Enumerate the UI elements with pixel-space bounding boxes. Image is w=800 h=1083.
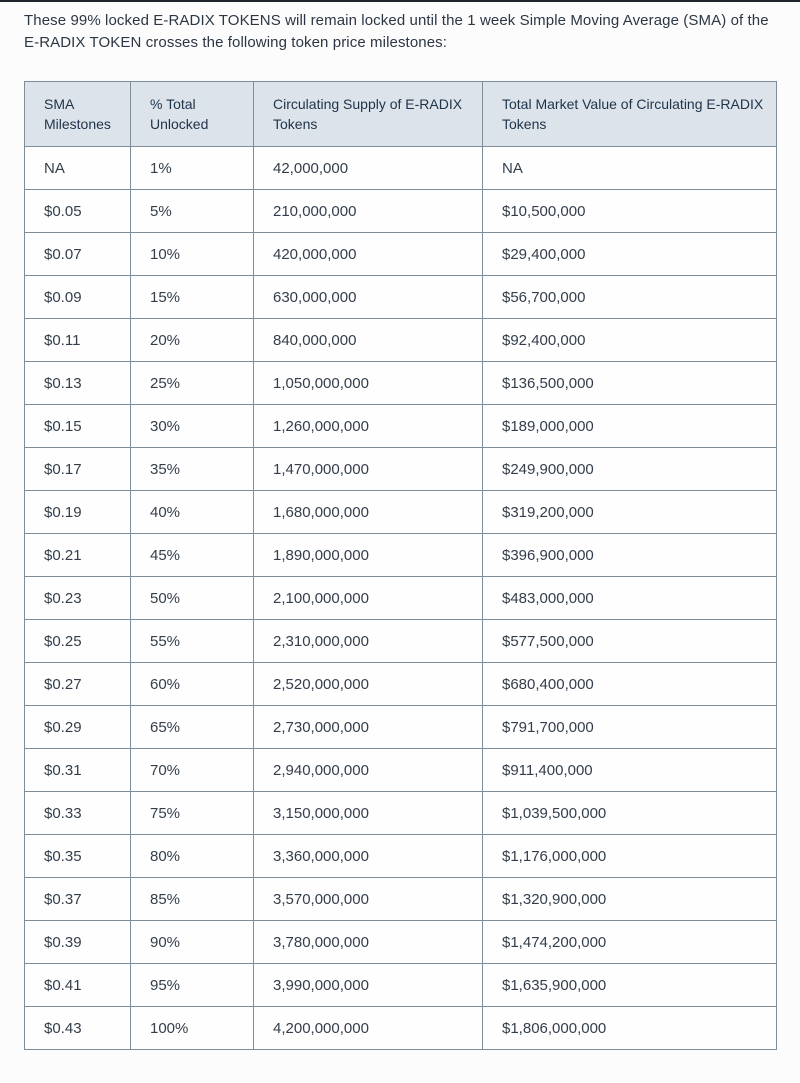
table-row bbox=[25, 276, 777, 319]
table-cell: $10,500,000 bbox=[483, 190, 777, 233]
table-cell: $791,700,000 bbox=[483, 706, 777, 749]
table-cell: 3,570,000,000 bbox=[254, 878, 483, 921]
table-cell: 1,680,000,000 bbox=[254, 491, 483, 534]
table-cell: $136,500,000 bbox=[483, 362, 777, 405]
table-row bbox=[25, 319, 777, 362]
table-row bbox=[25, 792, 777, 835]
table-cell: 2,100,000,000 bbox=[254, 577, 483, 620]
table-cell: 630,000,000 bbox=[254, 276, 483, 319]
table-cell: 65% bbox=[131, 706, 254, 749]
table-cell: $577,500,000 bbox=[483, 620, 777, 663]
table-row bbox=[25, 405, 777, 448]
table-cell: $0.19 bbox=[25, 491, 131, 534]
table-cell: $249,900,000 bbox=[483, 448, 777, 491]
table-cell: 2,730,000,000 bbox=[254, 706, 483, 749]
table-cell: $0.27 bbox=[25, 663, 131, 706]
table-cell: 60% bbox=[131, 663, 254, 706]
header-cell-market-value: Total Market Value of Circulating E-RADIX Tokens bbox=[483, 82, 777, 147]
table-cell: 3,360,000,000 bbox=[254, 835, 483, 878]
table-cell: 55% bbox=[131, 620, 254, 663]
table-cell: 15% bbox=[131, 276, 254, 319]
table-cell: $0.35 bbox=[25, 835, 131, 878]
table-row bbox=[25, 362, 777, 405]
table-cell: 5% bbox=[131, 190, 254, 233]
header-cell-sma-milestones: SMA Milestones bbox=[25, 82, 131, 147]
table-row bbox=[25, 534, 777, 577]
table-cell: 3,990,000,000 bbox=[254, 964, 483, 1007]
table-row bbox=[25, 190, 777, 233]
table-cell: 50% bbox=[131, 577, 254, 620]
table-cell: 840,000,000 bbox=[254, 319, 483, 362]
table-cell: 1,470,000,000 bbox=[254, 448, 483, 491]
table-cell: 210,000,000 bbox=[254, 190, 483, 233]
table-cell: 2,310,000,000 bbox=[254, 620, 483, 663]
table-row bbox=[25, 749, 777, 792]
table-cell: $56,700,000 bbox=[483, 276, 777, 319]
table-cell: 3,780,000,000 bbox=[254, 921, 483, 964]
table-row bbox=[25, 663, 777, 706]
table-row bbox=[25, 233, 777, 276]
table-body bbox=[25, 147, 777, 1050]
table-cell: 1% bbox=[131, 147, 254, 190]
table-row bbox=[25, 620, 777, 663]
table-cell: $29,400,000 bbox=[483, 233, 777, 276]
table-row bbox=[25, 577, 777, 620]
table-cell: 80% bbox=[131, 835, 254, 878]
table-cell: 35% bbox=[131, 448, 254, 491]
table-cell: 20% bbox=[131, 319, 254, 362]
intro-paragraph: These 99% locked E-RADIX TOKENS will remain locked until the 1 week Simple Moving Average (SMA) of the E-RADIX TOKEN crosses the following token price milestones: bbox=[24, 12, 769, 51]
table-cell: 40% bbox=[131, 491, 254, 534]
table-cell: 42,000,000 bbox=[254, 147, 483, 190]
milestones-table bbox=[24, 81, 777, 1050]
table-cell: 45% bbox=[131, 534, 254, 577]
table-cell: $0.41 bbox=[25, 964, 131, 1007]
table-cell: 3,150,000,000 bbox=[254, 792, 483, 835]
table-row bbox=[25, 147, 777, 190]
table-cell: 70% bbox=[131, 749, 254, 792]
table-cell: NA bbox=[25, 147, 131, 190]
header-cell-percent-unlocked: % Total Unlocked bbox=[131, 82, 254, 147]
table-cell: $0.25 bbox=[25, 620, 131, 663]
table-header-row bbox=[25, 82, 777, 147]
table-cell: $1,320,900,000 bbox=[483, 878, 777, 921]
table-cell: $0.43 bbox=[25, 1007, 131, 1050]
table-cell: $1,635,900,000 bbox=[483, 964, 777, 1007]
table-cell: $0.05 bbox=[25, 190, 131, 233]
table-cell: 1,050,000,000 bbox=[254, 362, 483, 405]
table-cell: $1,039,500,000 bbox=[483, 792, 777, 835]
table-cell: $1,806,000,000 bbox=[483, 1007, 777, 1050]
table-cell: 10% bbox=[131, 233, 254, 276]
table-cell: $0.31 bbox=[25, 749, 131, 792]
table-cell: $319,200,000 bbox=[483, 491, 777, 534]
table-row bbox=[25, 448, 777, 491]
table-cell: $1,474,200,000 bbox=[483, 921, 777, 964]
table-cell: $396,900,000 bbox=[483, 534, 777, 577]
table-cell: $0.33 bbox=[25, 792, 131, 835]
table-row bbox=[25, 921, 777, 964]
table-cell: 2,520,000,000 bbox=[254, 663, 483, 706]
table-cell: 4,200,000,000 bbox=[254, 1007, 483, 1050]
table-cell: 1,890,000,000 bbox=[254, 534, 483, 577]
table-cell: $0.37 bbox=[25, 878, 131, 921]
table-row bbox=[25, 1007, 777, 1050]
table-cell: 2,940,000,000 bbox=[254, 749, 483, 792]
table-cell: $0.07 bbox=[25, 233, 131, 276]
table-cell: $0.39 bbox=[25, 921, 131, 964]
table-row bbox=[25, 706, 777, 749]
table-cell: 30% bbox=[131, 405, 254, 448]
table-cell: NA bbox=[483, 147, 777, 190]
table-cell: $0.13 bbox=[25, 362, 131, 405]
table-cell: $0.21 bbox=[25, 534, 131, 577]
table-cell: $0.29 bbox=[25, 706, 131, 749]
table-cell: $483,000,000 bbox=[483, 577, 777, 620]
table-cell: $92,400,000 bbox=[483, 319, 777, 362]
table-cell: $680,400,000 bbox=[483, 663, 777, 706]
table-cell: 75% bbox=[131, 792, 254, 835]
table-cell: $0.23 bbox=[25, 577, 131, 620]
table-cell: $911,400,000 bbox=[483, 749, 777, 792]
table-cell: 420,000,000 bbox=[254, 233, 483, 276]
table-row bbox=[25, 835, 777, 878]
table-cell: $0.15 bbox=[25, 405, 131, 448]
table-row bbox=[25, 491, 777, 534]
table-row bbox=[25, 878, 777, 921]
top-divider bbox=[0, 0, 800, 2]
header-cell-circulating-supply: Circulating Supply of E-RADIX Tokens bbox=[254, 82, 483, 147]
table-cell: 25% bbox=[131, 362, 254, 405]
table-cell: $0.09 bbox=[25, 276, 131, 319]
table-cell: 90% bbox=[131, 921, 254, 964]
table-cell: $1,176,000,000 bbox=[483, 835, 777, 878]
table-cell: $0.17 bbox=[25, 448, 131, 491]
table-row bbox=[25, 964, 777, 1007]
table-cell: 1,260,000,000 bbox=[254, 405, 483, 448]
table-cell: 85% bbox=[131, 878, 254, 921]
table-cell: 95% bbox=[131, 964, 254, 1007]
table-cell: $0.11 bbox=[25, 319, 131, 362]
table-cell: 100% bbox=[131, 1007, 254, 1050]
table-cell: $189,000,000 bbox=[483, 405, 777, 448]
